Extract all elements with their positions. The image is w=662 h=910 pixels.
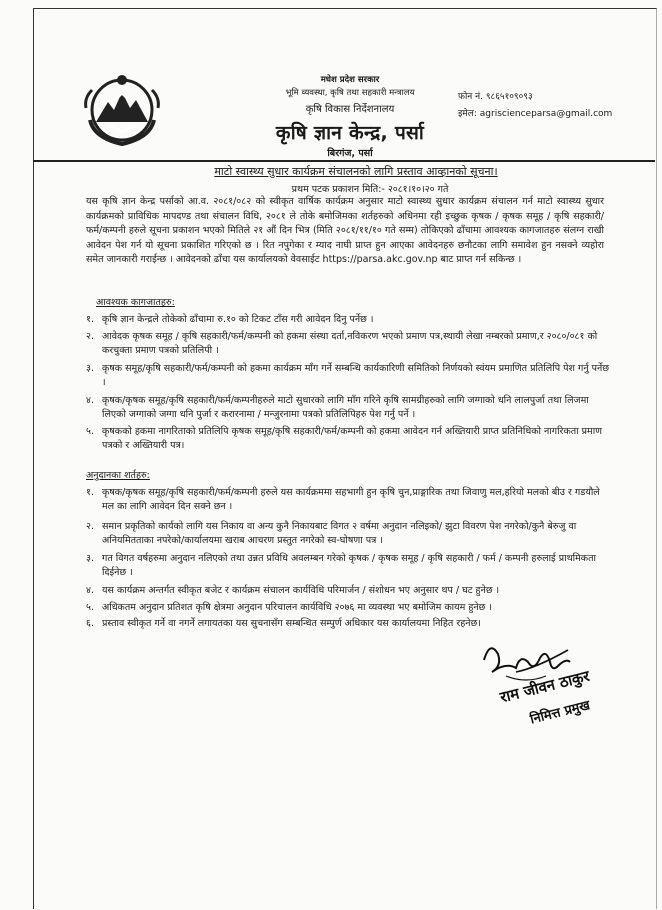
condition-item [86, 584, 618, 598]
item-number: २. [86, 521, 94, 532]
condition-item [86, 601, 618, 615]
publication-date: प्रथम पटक प्रकाशन मिति:- २०८१।१०।२० गते [291, 184, 449, 195]
item-text: यस कार्यक्रम अन्तर्गत स्वीकृत बजेट र कार्यक्रम संचालन कार्यविधि परिमार्जन / संशोधन भए अनुसार थप / घट हुनेछ । [102, 585, 500, 596]
item-number: ५. [86, 426, 94, 437]
signatory-title: निमित्त प्रमुख [528, 698, 592, 728]
item-number: ४. [86, 395, 94, 406]
item-text: प्रस्ताव स्वीकृत गर्ने वा नगर्ने लगायतका यस सुचनासँग सम्बन्धित सम्पुर्ण अधिकार यस कार्यालयमा निहित रहनेछ। [102, 618, 481, 629]
document-item [86, 313, 618, 327]
document-item [86, 330, 618, 358]
item-text: गत विगत वर्षहरुमा अनुदान नलिएको तथा उन्नत प्रविधि अवलम्बन गरेको कृषक / कृषक समूह / कृषि सहकारी / फर्म / कम्पनी हरुलाई प्राथमिकता दिईनेछ । [102, 553, 596, 579]
phone-number: फोन नं. ९८६५१०९०९३ [458, 92, 533, 102]
header-divider [33, 160, 655, 162]
nepal-emblem-icon [82, 68, 162, 148]
document-item [86, 362, 618, 390]
signatory-name: राम जीवन ठाकुर [498, 666, 592, 707]
item-text: कृषकको हकमा नागरिताको प्रतिलिपि कृषक समूह/कृषि सहकारी/फर्म/कम्पनी को हकमा आवेदन गर्न अख्तियारी प्राप्त प्रतिनिधिको नागरिकता प्रमाण पत्रको र अख्तियारी पत्र। [102, 426, 603, 452]
document-item [86, 425, 618, 453]
item-number: ६. [86, 618, 94, 629]
item-number: ३. [86, 363, 94, 374]
directorate-name: कृषि विकास निर्देशनालय [305, 104, 395, 115]
item-text: आवेदक कृषक समूह / कृषि सहकारी/फर्म/कम्पनी को हकमा संस्था दर्ता,नविकरण भएको प्रमाण पत्र,स्थायी लेखा नम्बरको प्रमाण,र २०८०/०८१ को करचुक्ता प्रमाण पत्रको प्रतिलिपी । [102, 331, 598, 357]
notice-title: माटो स्वास्थ्य सुधार कार्यक्रम संचालनको लागि प्रस्ताव आव्हानको सूचना। [214, 165, 498, 178]
item-text: कृषक समूह/कृषि सहकारी/फर्म/कम्पनी को हकमा कार्यक्रम माँग गर्ने सम्बन्धि कार्यकारिणी समितिको निर्णयको स्वंयम प्रमाणित प्रतिलिपि पेश गर्नु पर्नेछ । [102, 363, 609, 389]
condition-item [86, 552, 618, 580]
condition-item [86, 520, 618, 548]
item-text: कृषक/कृषक समूह/कृषि सहकारी/फर्म/कम्पनीहरुले माटो सुधारको लागि माँग गरिने कृषि सामग्रीहरुको लागि जग्गाको धनि लालपुर्जा तथा लिजमा लिएको जग्गाको जग्गा धनि पुर्जा र करारनामा / मन्जुरनामा पत्रको प्रतिलिपिहरु पेश गर्नु पर्ने । [102, 395, 589, 421]
item-text: समान प्रकृतिको कार्यको लागि यस निकाय वा अन्य कुनै निकायबाट विगत २ वर्षमा अनुदान नलिइको/ झुटा विवरण पेश नगरेको/कुनै बेरुजु वा अनियमितताका नपरेको/कार्यालयमा खराब आचरण प्रस्तुत नगरेको स्व-घोषणा पत्र । [102, 521, 577, 547]
item-number: ५. [86, 602, 94, 613]
condition-item [86, 486, 618, 514]
government-name: मधेश प्रदेश सरकार [320, 75, 380, 85]
document-item [86, 394, 618, 422]
item-number: १. [86, 314, 94, 325]
condition-item [86, 617, 618, 631]
item-number: २. [86, 331, 94, 342]
item-text: अधिकतम अनुदान प्रतिशत कृषि क्षेत्रमा अनुदान परिचालन कार्यविधि २०७६ मा व्यवस्था भए बमोजिम कायम हुनेछ । [102, 602, 492, 613]
item-text: कृषक/कृषक समूह/कृषि सहकारी/फर्म/कम्पनी हरुले यस कार्यक्रममा सहभागी हुन कृषि चुन,प्राङ्गारिक तथा जिवाणु मल,हरियो मलको बीउ र गडयौले मल का लागि आवेदन दिन सक्ने छन । [102, 487, 600, 513]
office-location: बिरगंज, पर्सा [327, 148, 373, 159]
conditions-heading: अनुदानका शर्तहरु: [86, 470, 150, 481]
item-number: ३. [86, 553, 94, 564]
notice-body: यस कृषि ज्ञान केन्द्र पर्साको आ.व. २०८१/०८२ को स्वीकृत वार्षिक कार्यक्रम अनुसार माटो स्वास्थ्य सुधार कार्यक्रम संचालन गर्न माटो स्वास्थ्य सुधार कार्यक्रमको प्राविधिक मापदण्ड तथा संचालन विधि, २०८१ ले तोके बमोजिमका शर्तहरुको अधिनमा रही इच्छुक कृषक / कृषक समूह / कृषि सहकारी/फर्म/कम्पनी हरुले सूचना प्रकाशन भएको मितिले २१ औं दिन भित्र (मिति २०८१/११/१० गते सम्म) तोकिएको ढाँचामा आवश्यक कागजातहरु संलग्न राखी आवेदन पेश गर्न यो सूचना प्रकाशित गरिएको छ । रित नपुगेका र म्याद नाघी प्राप्त हुन आएका आवेदनहरु छनौटका लागि समावेश हुन नसक्ने व्यहोरा समेत जानकारी गराईन्छ । आवेदनको ढाँचा यस कार्यालयको वेवसाईट https://parsa.akc.gov.np बाट प्राप्त गर्न सकिन्छ । [86, 196, 604, 266]
item-number: ४. [86, 585, 94, 596]
email-address: इमेल: agriscienceparsa@gmail.com [458, 109, 613, 119]
office-name: कृषि ज्ञान केन्द्र, पर्सा [275, 122, 425, 144]
item-number: १. [86, 487, 94, 498]
ministry-name: भूमि व्यवस्था, कृषि तथा सहकारी मन्त्रालय [285, 88, 415, 98]
item-text: कृषि ज्ञान केन्द्रले तोकेको ढाँचामा रु.१० को टिकट टाँस गरी आवेदन दिनु पर्नेछ । [102, 314, 374, 325]
documents-heading: आवश्यक कागजातहरु: [96, 297, 175, 308]
